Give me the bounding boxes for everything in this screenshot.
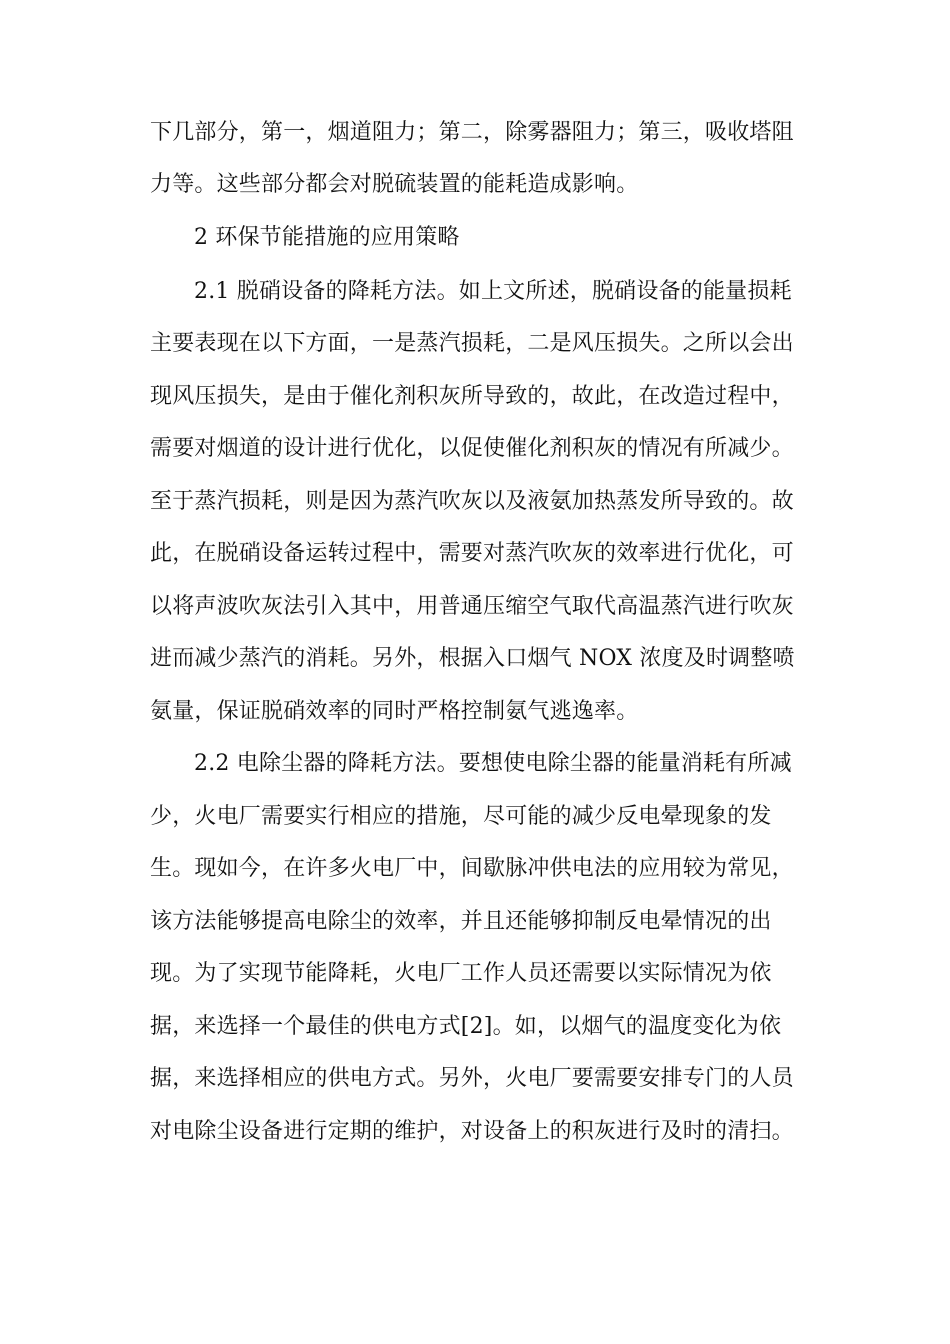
paragraph-line: 力等。这些部分都会对脱硫装置的能耗造成影响。 [150,172,639,197]
paragraph-line: 对电除尘设备进行定期的维护，对设备上的积灰进行及时的清扫。 [150,1119,794,1144]
paragraph-line: 现风压损失，是由于催化剂积灰所导致的，故此，在改造过程中， [150,384,794,409]
subsection-lead-line: 2.1 脱硝设备的降耗方法。如上文所述，脱硝设备的能量损耗 [194,279,792,304]
paragraph-line: 氨量，保证脱硝效率的同时严格控制氨气逃逸率。 [150,699,639,724]
paragraph-line: 以将声波吹灰法引入其中，用普通压缩空气取代高温蒸汽进行吹灰 [150,594,794,619]
paragraph-line: 据，来选择一个最佳的供电方式[2]。如，以烟气的温度变化为依 [150,1014,782,1039]
paragraph-line: 据，来选择相应的供电方式。另外，火电厂要需要安排专门的人员 [150,1066,794,1091]
paragraph-line: 生。现如今，在许多火电厂中，间歇脉冲供电法的应用较为常见， [150,856,794,881]
paragraph-line: 至于蒸汽损耗，则是因为蒸汽吹灰以及液氨加热蒸发所导致的。故 [150,489,794,514]
paragraph-line: 此，在脱硝设备运转过程中，需要对蒸汽吹灰的效率进行优化，可 [150,541,794,566]
section-heading: 2 环保节能措施的应用策略 [194,225,460,250]
paragraph-line: 需要对烟道的设计进行优化，以促使催化剂积灰的情况有所减少。 [150,436,794,461]
paragraph-line: 现。为了实现节能降耗，火电厂工作人员还需要以实际情况为依 [150,961,772,986]
paragraph-line: 下几部分，第一，烟道阻力；第二，除雾器阻力；第三，吸收塔阻 [150,120,794,145]
paragraph-line: 少，火电厂需要实行相应的措施，尽可能的减少反电晕现象的发 [150,804,772,829]
paragraph-line: 进而减少蒸汽的消耗。另外，根据入口烟气 NOX 浓度及时调整喷 [150,646,795,671]
subsection-lead-line: 2.2 电除尘器的降耗方法。要想使电除尘器的能量消耗有所减 [194,751,792,776]
paragraph-line: 主要表现在以下方面，一是蒸汽损耗，二是风压损失。之所以会出 [150,331,794,356]
paragraph-line: 该方法能够提高电除尘的效率，并且还能够抑制反电晕情况的出 [150,909,772,934]
